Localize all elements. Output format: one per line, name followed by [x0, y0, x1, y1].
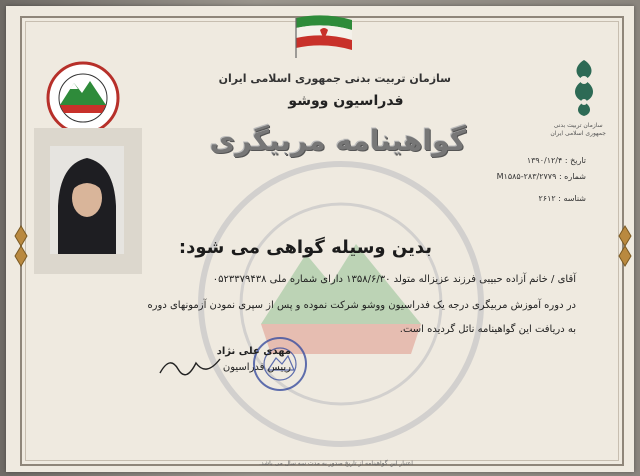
number-value: M۱۵۸۵-۲۸۳/۲۷۷۹	[496, 172, 557, 181]
portrait-photo	[50, 146, 124, 254]
number-label: شماره :	[558, 172, 586, 181]
signature-scribble-icon	[156, 351, 226, 381]
right-ornament-icon	[616, 224, 634, 268]
certification-heading: بدین وسیله گواهی می شود:	[178, 237, 432, 258]
iran-flag-icon	[294, 14, 354, 58]
signatory-title: رییس فدراسیون	[222, 362, 291, 373]
number-row	[497, 172, 586, 181]
right-emblem-caption-line-1: سازمان تربیت بدنی	[553, 122, 603, 129]
right-emblem-caption-line-2: جمهوری اسلامی ایران	[550, 130, 606, 137]
body-line-2: در دوره آموزش مربیگری درجه یک فدراسیون ووشو شرکت نموده و پس از سپری نمودن آزمونهای دوره	[147, 300, 576, 311]
signatory-name: مهدی علی نژاد	[216, 346, 291, 357]
validity-footer: اعتبار این گواهینامه از تاریخ صدور به مدت سه سال می باشد.	[259, 460, 413, 467]
date-value: ۱۳۹۰/۱۲/۴	[526, 156, 563, 165]
id-label: شناسه :	[558, 194, 586, 203]
organization-name: سازمان تربیت بدنی جمهوری اسلامی ایران	[218, 72, 451, 85]
certificate-sheet	[6, 6, 634, 472]
body-line-1: آقای / خانم آزاده حبیبی فرزند عزیزاله متولد ۱۳۵۸/۶/۳۰ دارای شماره ملی ۰۵۲۳۳۷۹۴۳۸	[212, 274, 576, 285]
id-row	[538, 194, 586, 203]
federation-name: فدراسیون ووشو	[288, 93, 404, 109]
body-line-3: به دریافت این گواهینامه نائل گردیده است.	[399, 324, 576, 335]
date-row	[527, 156, 586, 165]
certificate-title: گواهینامه مربیگری	[209, 124, 466, 157]
id-value: ۲۶۱۲	[538, 194, 556, 203]
date-label: تاریخ :	[564, 156, 586, 165]
sports-organization-emblem-icon	[564, 58, 604, 118]
federation-emblem-icon	[46, 61, 120, 135]
left-ornament-icon	[12, 224, 30, 268]
right-emblem-caption	[550, 122, 606, 138]
